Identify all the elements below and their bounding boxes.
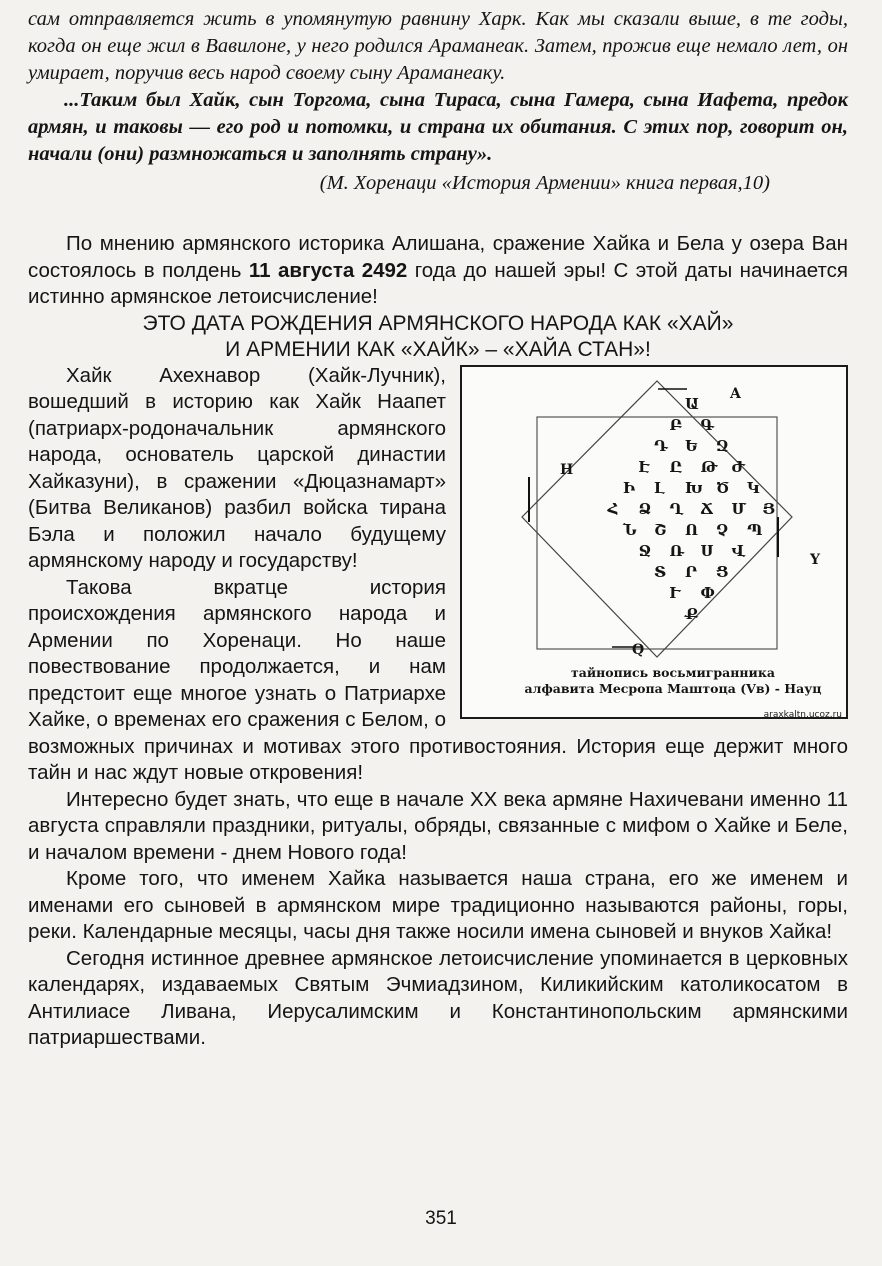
alphabet-letter: Ծ: [716, 478, 730, 497]
quote-bold: ...Таким был Хайк, сын Торгома, сына Тираса, сына Гамера, сына Иафета, предок армян, и таковы — его род и потомки, и страна их обитания. С этих пор, говорит он, начали (они) размножаться и заполнять страну».: [28, 89, 848, 165]
alphabet-letter: Ք: [685, 604, 699, 623]
figure-caption-line2: алфавита Месропа Маштоца (Vв) - Науц: [524, 680, 822, 696]
paragraph-names: Кроме того, что именем Хайка называется наша страна, его же именем и именами его сыновей в армянском мире традиционно называются районы, горы, реки. Календарные месяцы, часы дня также носили имена сыновей и внуков Хайка!: [28, 867, 848, 943]
alphabet-letter: Ղ: [669, 499, 684, 518]
section-heading-line1: ЭТО ДАТА РОЖДЕНИЯ АРМЯНСКОГО НАРОДА КАК «ХАЙ»: [142, 311, 734, 335]
alphabet-letter: Ջ: [638, 541, 652, 560]
alphabet-letter: Պ: [747, 520, 763, 539]
alphabet-letter: Շ: [654, 520, 667, 539]
alphabet-letter: Չ: [716, 520, 729, 539]
direction-label-q: Q: [632, 641, 645, 658]
direction-label-y: Y: [810, 551, 820, 568]
alphabet-letter: Ո: [685, 520, 699, 539]
alphabet-letter: Ռ: [669, 541, 684, 560]
alphabet-letter: Ժ: [731, 457, 745, 476]
quote-citation: (М. Хоренаци «История Армении» книга первая,10): [319, 172, 770, 194]
figure-caption-line1: тайнопись восьмигранника: [571, 664, 775, 680]
alphabet-letter: Տ: [654, 562, 667, 581]
paragraph-alishan-end: года до нашей эры! С этой даты начинается истинно армянское летоисчисление!: [28, 258, 849, 308]
octagram-alphabet-figure: [460, 365, 848, 719]
alphabet-letter: Ճ: [700, 499, 714, 518]
alphabet-letter: Է: [638, 457, 650, 476]
paragraph-khorenatsi-summary: Такова вкратце история происхождения армянского народа и Армении по Хоренаци. Но наше повествование продолжается, и нам предстоит еще многое узнать о Патриархе Хайке, о временах его сражения с Белом, о возможных причинах и мотивах этого противостояния. История еще держит много тайн и нас ждут новые откровения!: [28, 575, 848, 784]
paragraph-alishan: [28, 231, 848, 311]
alphabet-letter: Յ: [762, 499, 775, 518]
paragraph-nakhichevan: Интересно будет знать, что еще в начале XX века армяне Нахичевани именно 11 августа справляли праздники, ритуалы, обряды, связанные с мифом о Хайке и Беле, и началом времени - днем Нового года!: [28, 787, 848, 864]
alphabet-letter: Ն: [623, 520, 637, 539]
quote-intro: сам отправляется жить в упомянутую равнину Харк. Как мы сказали выше, в те годы, когда он еще жил в Вавилоне, у него родился Араманеак. Затем, прожив еще немало лет, он умирает, поручив весь народ своему сыну Араманеаку.: [28, 8, 848, 84]
alphabet-letter: Բ: [669, 415, 682, 434]
alphabet-letter: Ս: [700, 541, 714, 560]
alphabet-letter: Վ: [731, 541, 746, 560]
alphabet-letter: Ր: [685, 562, 698, 581]
alphabet-letter: Ի: [623, 478, 636, 497]
figure-credit: araxkaltn.ucoz.ru: [763, 709, 842, 720]
alphabet-letter: Խ: [685, 478, 703, 497]
alphabet-letter: Մ: [731, 499, 747, 518]
alphabet-letter: Հ: [607, 499, 619, 518]
battle-date: 11 августа 2492: [248, 258, 408, 282]
alphabet-letter: Ց: [716, 562, 729, 581]
alphabet-letter: Կ: [747, 478, 760, 497]
alphabet-letter: Գ: [700, 415, 714, 434]
section-heading-line2: И АРМЕНИИ КАК «ХАЙК» – «ХАЙА СТАН»!: [225, 337, 651, 361]
page-number: 351: [425, 1208, 457, 1229]
direction-label-a: A: [730, 385, 741, 402]
alphabet-letter: Դ: [654, 436, 668, 455]
alphabet-letter: Ւ: [669, 583, 681, 602]
paragraph-haik-lucnik-text: Хайк Ахехнавор (Хайк-Лучник), вошедший в историю как Хайк Наапет (патриарх-родоначальник армянского народа, основатель царской династии Хайказуни), в сражении «Дюцазнамарт» (Битва Великанов) разбил войска тирана Бэла и положил начало будущему армянскому народу и государству!: [28, 363, 446, 572]
alphabet-letter: Ձ: [638, 499, 652, 518]
alphabet-letter: Ա: [685, 394, 700, 413]
paragraph-calendars: Сегодня истинное древнее армянское летоисчисление упоминается в церковных календарях, издаваемых Святым Эчмиадзином, Киликийским католикосатом в Антилиасе Ливана, Иерусалимским и Константинопольским армянскими патриаршествами.: [28, 946, 848, 1049]
paragraph-alishan-start: По мнению армянского историка Алишана, сражение Хайка и Бела у озера Ван состоялось в полдень: [28, 232, 848, 282]
alphabet-letter: Ը: [669, 457, 682, 476]
page-body: [28, 6, 848, 1052]
alphabet-letter: Զ: [716, 436, 729, 455]
alphabet-letter: Փ: [700, 583, 715, 602]
direction-label-h: H: [560, 461, 574, 478]
alphabet-letter: Թ: [700, 457, 718, 476]
alphabet-letter: Ե: [685, 436, 698, 455]
alphabet-letter: Լ: [654, 478, 665, 497]
